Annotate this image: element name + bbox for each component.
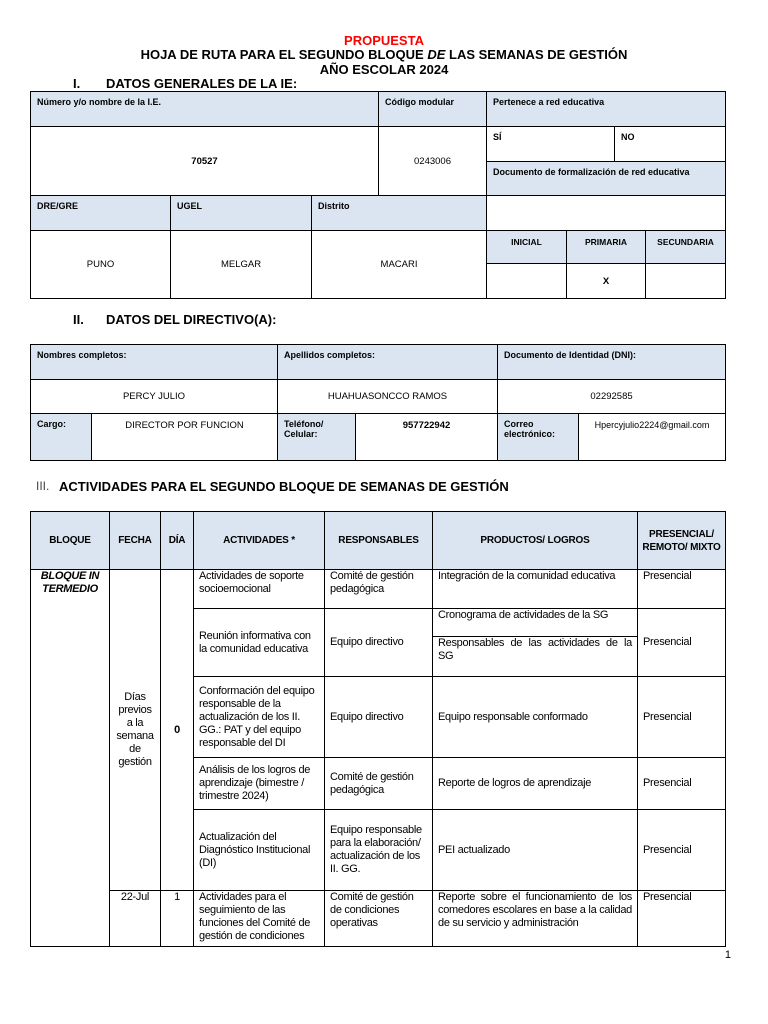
dni-label: Documento de Identidad (DNI): xyxy=(498,345,726,380)
level-primaria-label: PRIMARIA xyxy=(567,231,646,264)
role-label: Cargo: xyxy=(31,414,92,461)
network-no-label: NO xyxy=(615,127,726,162)
activities-table xyxy=(30,511,726,947)
modality-6: Presencial xyxy=(638,891,726,947)
activity-2: Reunión informativa con la comunidad educativa xyxy=(194,609,325,677)
responsible-4: Comité de gestión pedagógica xyxy=(325,758,433,810)
product-4: Reporte de logros de aprendizaje xyxy=(433,758,638,810)
modality-4: Presencial xyxy=(638,758,726,810)
ugel-label: UGEL xyxy=(171,196,312,231)
dia-prev: 0 xyxy=(161,570,194,891)
level-secundaria-label: SECUNDARIA xyxy=(646,231,726,264)
col-dia: DÍA xyxy=(161,512,194,570)
modality-5: Presencial xyxy=(638,810,726,891)
section3-title: ACTIVIDADES PARA EL SEGUNDO BLOQUE DE SEMANAS DE GESTIÓN xyxy=(59,479,509,494)
dia-last: 1 xyxy=(161,891,194,947)
block-label: BLOQUE INTERMEDIO xyxy=(31,570,110,947)
general-data-table xyxy=(30,91,726,299)
modality-2: Presencial xyxy=(638,609,726,677)
section1-title: DATOS GENERALES DE LA IE: xyxy=(106,76,298,91)
product-1: Integración de la comunidad educativa xyxy=(433,570,638,609)
modular-code-value: 0243006 xyxy=(379,127,487,196)
phone-value: 957722942 xyxy=(356,414,498,461)
district-label: Distrito xyxy=(312,196,487,231)
col-responsables: RESPONSABLES xyxy=(325,512,433,570)
section3-numeral: III. xyxy=(36,479,50,493)
activity-4: Análisis de los logros de aprendizaje (bimestre / trimestre 2024) xyxy=(194,758,325,810)
responsible-6: Comité de gestión de condiciones operativas xyxy=(325,891,433,947)
email-value: Hpercyjulio2224@gmail.com xyxy=(579,414,726,461)
role-value: DIRECTOR POR FUNCION xyxy=(92,414,278,461)
col-actividades: ACTIVIDADES * xyxy=(194,512,325,570)
product-2b: Responsables de las actividades de la SG xyxy=(433,637,638,677)
fecha-prev: Días previos a la semana de gestión xyxy=(110,570,161,891)
surnames-label: Apellidos completos: xyxy=(278,345,498,380)
ie-name-label: Número y/o nombre de la I.E. xyxy=(31,92,379,127)
section2-title: DATOS DEL DIRECTIVO(A): xyxy=(106,312,277,327)
col-fecha: FECHA xyxy=(110,512,161,570)
product-5: PEI actualizado xyxy=(433,810,638,891)
product-3: Equipo responsable conformado xyxy=(433,677,638,758)
dre-label: DRE/GRE xyxy=(31,196,171,231)
modality-1: Presencial xyxy=(638,570,726,609)
level-secundaria-value xyxy=(646,264,726,299)
section1-numeral: I. xyxy=(73,76,81,91)
school-year: AÑO ESCOLAR 2024 xyxy=(319,62,449,77)
col-modalidad: PRESENCIAL/ REMOTO/ MIXTO xyxy=(638,512,726,570)
phone-label: Teléfono/ Celular: xyxy=(278,414,356,461)
district-value: MACARI xyxy=(312,231,487,299)
responsible-2: Equipo directivo xyxy=(325,609,433,677)
col-productos: PRODUCTOS/ LOGROS xyxy=(433,512,638,570)
names-label: Nombres completos: xyxy=(31,345,278,380)
responsible-1: Comité de gestión pedagógica xyxy=(325,570,433,609)
document-title xyxy=(0,47,768,62)
level-primaria-value: X xyxy=(567,264,646,299)
formal-doc-label: Documento de formalización de red educativa xyxy=(487,162,726,196)
page-number: 1 xyxy=(724,949,731,961)
col-bloque: BLOQUE xyxy=(31,512,110,570)
network-yes-label: SÍ xyxy=(487,127,615,162)
level-inicial-value xyxy=(487,264,567,299)
level-inicial-label: INICIAL xyxy=(487,231,567,264)
ugel-value: MELGAR xyxy=(171,231,312,299)
product-2a: Cronograma de actividades de la SG xyxy=(433,609,638,637)
proposal-label: PROPUESTA xyxy=(344,33,424,48)
responsible-3: Equipo directivo xyxy=(325,677,433,758)
activity-1: Actividades de soporte socioemocional xyxy=(194,570,325,609)
dni-value: 02292585 xyxy=(498,380,726,414)
title-part-em: DE xyxy=(427,47,446,62)
activity-3: Conformación del equipo responsable de la actualización de los II. GG.: PAT y del equipo responsable del DI xyxy=(194,677,325,758)
activity-5: Actualización del Diagnóstico Institucional (DI) xyxy=(194,810,325,891)
network-label: Pertenece a red educativa xyxy=(487,92,726,127)
names-value: PERCY JULIO xyxy=(31,380,278,414)
title-part-1: HOJA DE RUTA PARA EL SEGUNDO BLOQUE xyxy=(140,47,428,62)
product-6: Reporte sobre el funcionamiento de los comedores escolares en base a la calidad de su servicio y administración xyxy=(433,891,638,947)
formal-doc-value xyxy=(487,196,726,231)
fecha-last: 22-Jul xyxy=(110,891,161,947)
modality-3: Presencial xyxy=(638,677,726,758)
email-label: Correo electrónico: xyxy=(498,414,579,461)
surnames-value: HUAHUASONCCO RAMOS xyxy=(278,380,498,414)
activity-6: Actividades para el seguimiento de las funciones del Comité de gestión de condiciones xyxy=(194,891,325,947)
ie-name-value: 70527 xyxy=(31,127,379,196)
dre-value: PUNO xyxy=(31,231,171,299)
director-data-table xyxy=(30,344,726,461)
title-part-2: LAS SEMANAS DE GESTIÓN xyxy=(445,47,628,62)
section2-numeral: II. xyxy=(73,312,84,327)
responsible-5: Equipo responsable para la elaboración/ actualización de los II. GG. xyxy=(325,810,433,891)
modular-code-label: Código modular xyxy=(379,92,487,127)
